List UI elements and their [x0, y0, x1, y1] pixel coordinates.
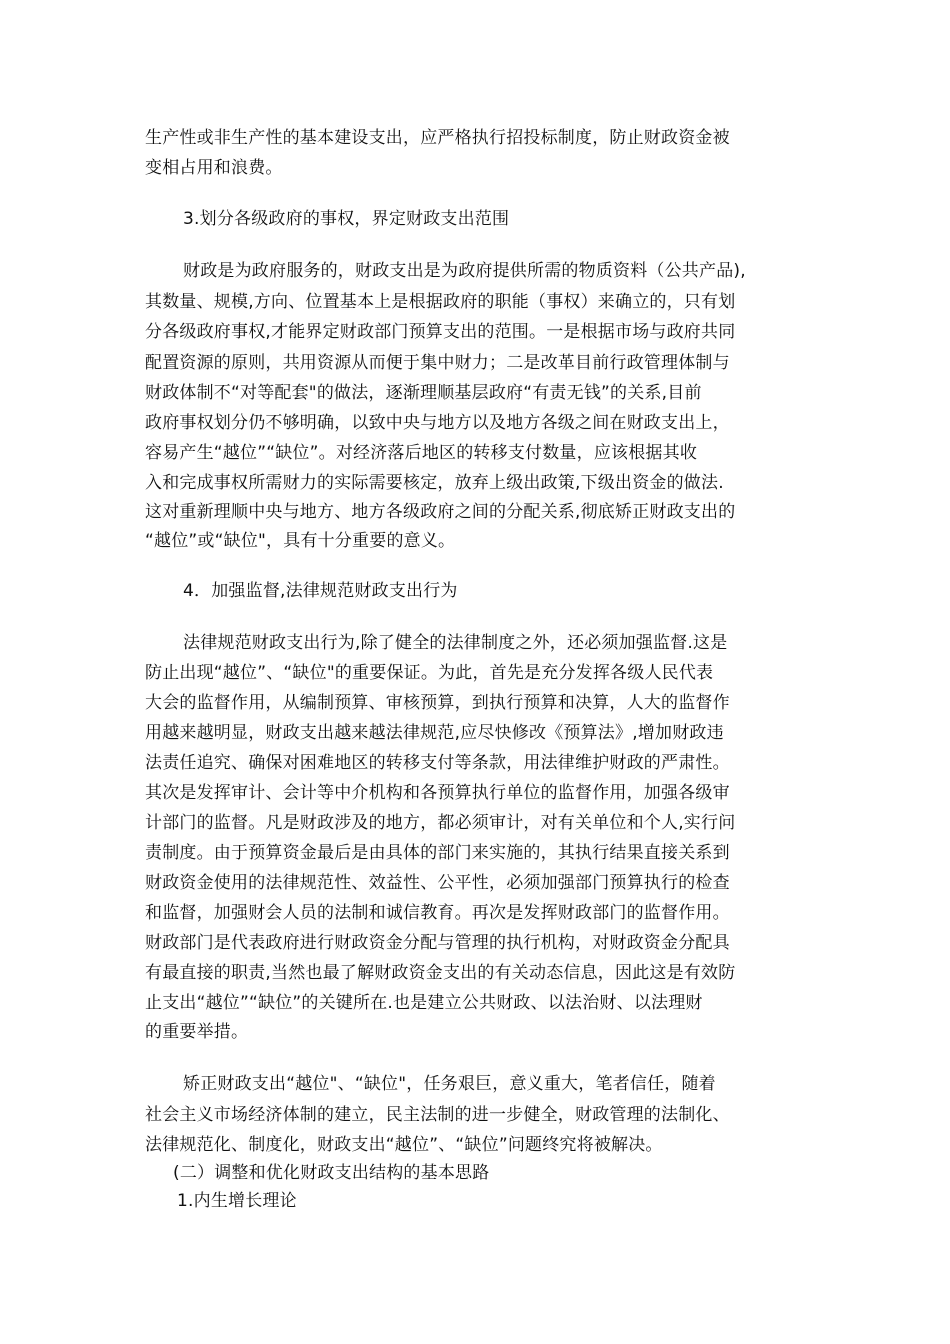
paragraph-line: 政府事权划分仍不够明确，以致中央与地方以及地方各级之间在财政支出上，	[145, 413, 730, 433]
section-heading: 4．加强监督,法律规范财政支出行为	[183, 581, 458, 601]
paragraph-line: 财政部门是代表政府进行财政资金分配与管理的执行机构，对财政资金分配具	[145, 933, 730, 953]
paragraph-line: 其数量、规模,方向、位置基本上是根据政府的职能（事权）来确立的，只有划	[145, 292, 736, 312]
paragraph-line: 用越来越明显，财政支出越来越法律规范,应尽快修改《预算法》,增加财政违	[145, 723, 724, 743]
paragraph-line: 财政是为政府服务的，财政支出是为政府提供所需的物质资料（公共产品),	[183, 261, 746, 281]
paragraph-line: 财政资金使用的法律规范性、效益性、公平性，必须加强部门预算执行的检查	[145, 873, 730, 893]
paragraph-line: 其次是发挥审计、会计等中介机构和各预算执行单位的监督作用，加强各级审	[145, 783, 730, 803]
paragraph-line: 生产性或非生产性的基本建设支出，应严格执行招投标制度，防止财政资金被	[145, 128, 730, 148]
paragraph-line: 配置资源的原则，共用资源从而便于集中财力；二是改革目前行政管理体制与	[145, 353, 730, 373]
paragraph-line: 法律规范化、制度化，财政支出“越位”、“缺位”问题终究将被解决。	[145, 1135, 663, 1155]
paragraph-line: 这对重新理顺中央与地方、地方各级政府之间的分配关系,彻底矫正财政支出的	[145, 502, 736, 522]
paragraph-line: 分各级政府事权,才能界定财政部门预算支出的范围。一是根据市场与政府共同	[145, 322, 736, 342]
section-heading: 3.划分各级政府的事权，界定财政支出范围	[183, 209, 510, 229]
paragraph-line: 财政体制不“对等配套"的做法，逐渐理顺基层政府“有责无钱”的关系,目前	[145, 383, 702, 403]
paragraph-line: 和监督，加强财会人员的法制和诚信教育。再次是发挥财政部门的监督作用。	[145, 903, 730, 923]
paragraph-line: 的重要举措。	[145, 1022, 249, 1042]
paragraph-line: 有最直接的职责,当然也最了解财政资金支出的有关动态信息，因此这是有效防	[145, 963, 736, 983]
paragraph-line: 大会的监督作用，从编制预算、审核预算，到执行预算和决算，人大的监督作	[145, 693, 730, 713]
paragraph-line: 法责任追究、确保对困难地区的转移支付等条款，用法律维护财政的严肃性。	[145, 753, 730, 773]
paragraph-line: 变相占用和浪费。	[145, 158, 283, 178]
paragraph-line: 矫正财政支出“越位"、“缺位"，任务艰巨，意义重大，笔者信任，随着	[183, 1074, 716, 1094]
paragraph-line: 社会主义市场经济体制的建立，民主法制的进一步健全，财政管理的法制化、	[145, 1105, 730, 1125]
paragraph-line: 法律规范财政支出行为,除了健全的法律制度之外，还必须加强监督.这是	[183, 633, 728, 653]
paragraph-line: 防止出现“越位”、“缺位"的重要保证。为此，首先是充分发挥各级人民代表	[145, 663, 714, 683]
paragraph-line: 计部门的监督。凡是财政涉及的地方，都必须审计，对有关单位和个人,实行问	[145, 813, 736, 833]
paragraph-line: 责制度。由于预算资金最后是由具体的部门来实施的，其执行结果直接关系到	[145, 843, 730, 863]
paragraph-line: 止支出“越位”“缺位”的关键所在.也是建立公共财政、以法治财、以法理财	[145, 993, 703, 1013]
section-heading: (二）调整和优化财政支出结构的基本思路	[173, 1163, 490, 1183]
paragraph-line: 容易产生“越位”“缺位”。对经济落后地区的转移支付数量，应该根据其收	[145, 443, 698, 463]
paragraph-line: 入和完成事权所需财力的实际需要核定，放弃上级出政策,下级出资金的做法.	[145, 473, 724, 493]
section-heading: 1.内生增长理论	[177, 1191, 297, 1211]
paragraph-line: “越位”或“缺位"，具有十分重要的意义。	[145, 531, 456, 551]
